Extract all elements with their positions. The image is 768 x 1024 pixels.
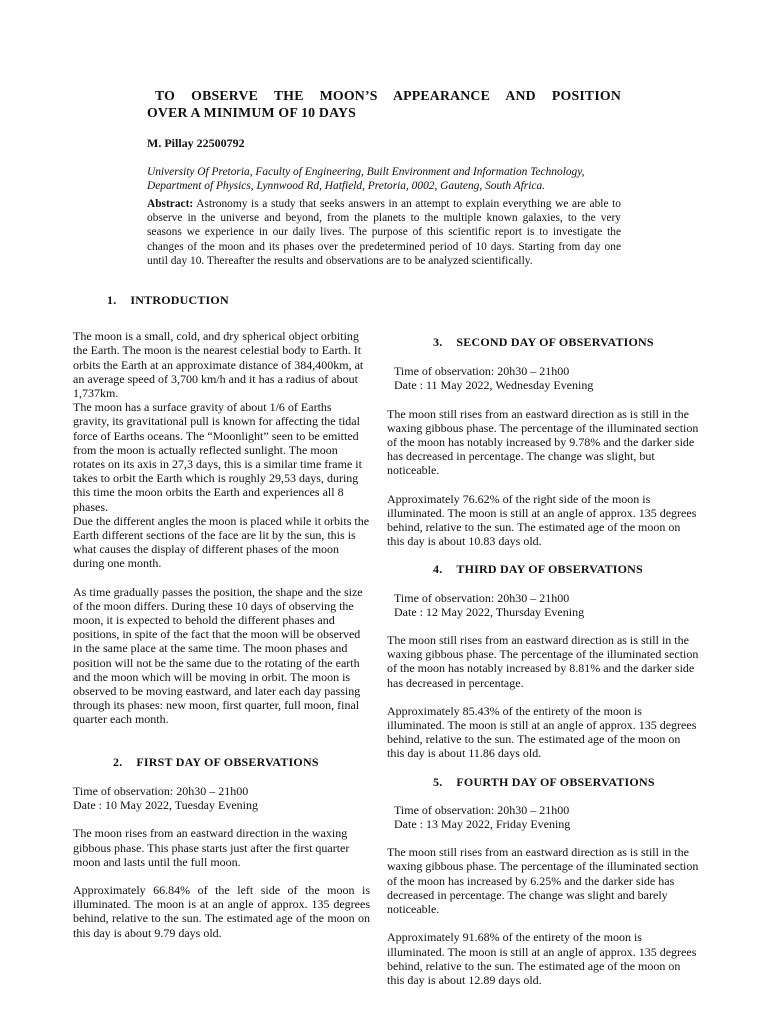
day3-paragraph-2: Approximately 85.43% of the entirety of the moon is illuminated. The moon is still at an angle of approx. 135 degrees behind, relative to the sun. The estimated age of the moon on this day is about 11.86 days old. <box>387 703 697 761</box>
observation-time: Time of observation: 20h30 – 21h00 <box>394 364 570 379</box>
day4-paragraph-1: The moon still rises from an eastward direction as is still in the waxing gibbous phase. The percentage of the illuminated section of the moon has increased by 6.25% and the darker side has decreased in percentage. The change was slight and barely noticeable. <box>387 845 699 917</box>
paper-title-line-2: OVER A MINIMUM OF 10 DAYS <box>147 105 357 120</box>
observation-meta <box>73 784 370 812</box>
paper-title-line-1: TO OBSERVE THE MOON’S APPEARANCE AND POSITION <box>155 88 621 103</box>
section-number: 5. <box>433 774 443 789</box>
abstract-label: Abstract: <box>147 198 194 210</box>
day1-paragraph-1: The moon rises from an eastward direction in the waxing gibbous phase. This phase starts just after the first quarter moon and lasts until the full moon. <box>73 826 350 869</box>
day4-paragraph-2: Approximately 91.68% of the entirety of the moon is illuminated. The moon is still at an angle of approx. 135 degrees behind, relative to the sun. The estimated age of the moon on this day is about 12.89 days old. <box>387 930 697 987</box>
observation-date: Date : 13 May 2022, Friday Evening <box>394 817 571 832</box>
intro-paragraph-1: The moon is a small, cold, and dry spherical object orbiting the Earth. The moon is the nearest celestial body to Earth. It orbits the Earth at an approximate distance of 384,400km, at an average speed of 3,700 km/h and it has a radius of about 1,737km. <box>73 329 364 401</box>
observation-meta <box>387 591 700 619</box>
intro-paragraph-4: As time gradually passes the position, the shape and the size of the moon differs. During these 10 days of observing the moon, it is expected to behold the different phases and positions, in spite of the fact that the moon will be observed in the same place at the same time. The moon phases and position will not be the same due to the rotating of the earth and the moon which will be moving in orbit. The moon is observed to be moving eastward, and later each day passing through its phases: new moon, first quarter, full moon, final quarter each month. <box>73 584 363 727</box>
observation-date: Date : 11 May 2022, Wednesday Evening <box>394 378 594 393</box>
paper-title <box>147 87 621 121</box>
observation-meta <box>387 803 700 831</box>
section-title: FIRST DAY OF OBSERVATIONS <box>136 754 319 769</box>
section-number: 3. <box>433 335 443 349</box>
section-heading-second-day <box>387 335 700 349</box>
section-title: FOURTH DAY OF OBSERVATIONS <box>456 774 655 789</box>
day3-paragraph-1: The moon still rises from an eastward direction as is still in the waxing gibbous phase. The percentage of the illuminated section of the moon has notably increased by 8.81% and the darker side has decreased in percentage. <box>387 633 699 690</box>
observation-date: Date : 10 May 2022, Tuesday Evening <box>73 798 258 813</box>
section-number: 2. <box>113 754 123 769</box>
section-title: INTRODUCTION <box>130 293 229 307</box>
right-column <box>387 335 700 1001</box>
author-line: M. Pillay 22500792 <box>147 136 245 150</box>
observation-date: Date : 12 May 2022, Thursday Evening <box>394 604 585 619</box>
intro-paragraph-2: The moon has a surface gravity of about 1/6 of Earths gravity, its gravitational pull is known for affecting the tidal force of Earths oceans. The “Moonlight” seen to be emitted from the moon is actually reflected sunlight. The moon rotates on its axis in 27,3 days, this is a similar time frame it takes to orbit the Earth which is roughly 29,53 days, during this time the moon orbits the Earth and experiences all 8 phases. <box>73 400 362 514</box>
section-heading-third-day <box>387 562 700 576</box>
section-title: THIRD DAY OF OBSERVATIONS <box>456 562 643 577</box>
day2-paragraph-2: Approximately 76.62% of the right side of the moon is illuminated. The moon is still at an angle of approx. 135 degrees behind, relative to the sun. The estimated age of the moon on this day is about 10.83 days old. <box>387 491 697 549</box>
abstract-text: Astronomy is a study that seeks answers in an attempt to explain everything we are able to observe in the universe and beyond, from the planets to the multiple known galaxies, to the very seasons we experience in our daily lives. The purpose of this scientific report is to investigate the changes of the moon and its phases over the predetermined period of 10 days. Starting from day one until day 10. Thereafter the results and observations are to be analyzed scientifically. <box>147 198 621 267</box>
affiliation: University Of Pretoria, Faculty of Engineering, Built Environment and Information Technology, Department of Physics, Lynnwood Rd, Hatfield, Pretoria, 0002, Gauteng, South Africa. <box>147 166 585 192</box>
section-title: SECOND DAY OF OBSERVATIONS <box>456 335 654 349</box>
left-column <box>73 293 370 954</box>
day1-paragraph-2: Approximately 66.84% of the left side of the moon is illuminated. The moon is at an angle of approx. 135 degrees behind, relative to the sun. The estimated age of the moon on this day is about 9.79 days old. <box>73 882 370 940</box>
section-heading-first-day <box>73 755 370 769</box>
abstract <box>147 197 621 268</box>
observation-meta <box>387 364 700 392</box>
observation-time: Time of observation: 20h30 – 21h00 <box>394 590 570 605</box>
section-number: 1. <box>107 293 117 307</box>
observation-time: Time of observation: 20h30 – 21h00 <box>394 802 570 817</box>
observation-time: Time of observation: 20h30 – 21h00 <box>73 783 249 798</box>
day2-paragraph-1: The moon still rises from an eastward direction as is still in the waxing gibbous phase. The percentage of the illuminated section of the moon has notably increased by 9.78% and the darker side has decreased in percentage. The change was slight, but noticeable. <box>387 406 699 478</box>
section-heading-introduction <box>73 293 370 307</box>
section-number: 4. <box>433 562 443 577</box>
section-heading-fourth-day <box>387 775 700 789</box>
intro-paragraph-3: Due the different angles the moon is placed while it orbits the Earth different sections of the face are lit by the sun, this is what causes the display of different phases of the moon during one month. <box>73 513 370 571</box>
